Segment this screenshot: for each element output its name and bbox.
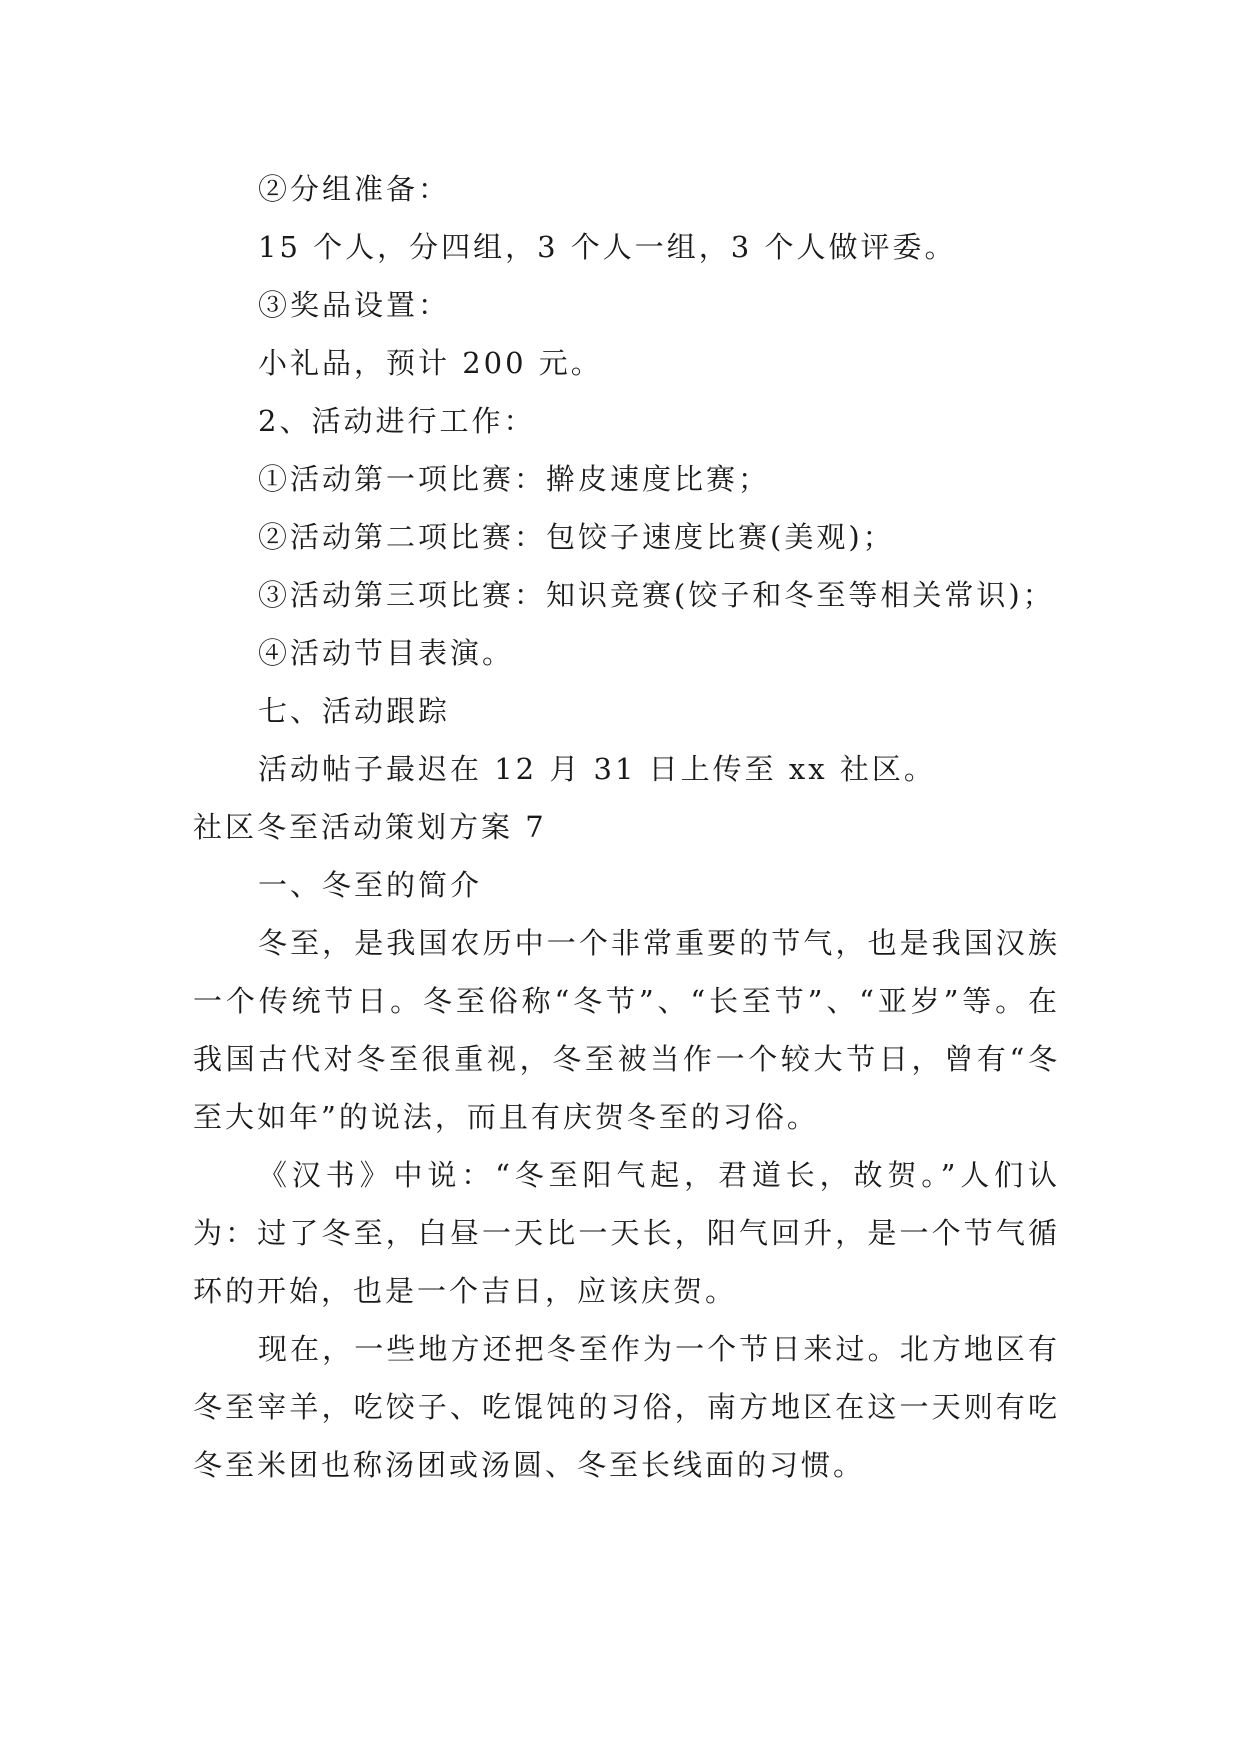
text-line: ②活动第二项比赛：包饺子速度比赛(美观)；: [258, 520, 895, 554]
text-line: ①活动第一项比赛：擀皮速度比赛；: [258, 462, 771, 496]
text-line: ②分组准备：: [258, 172, 451, 206]
text-paragraph: 现在，一些地方还把冬至作为一个节日来过。北方地区有冬至宰羊，吃饺子、吃馄饨的习俗，南方地区在这一天则有吃冬至米团也称汤团或汤圆、冬至长线面的习惯。: [193, 1332, 1060, 1482]
text-paragraph: 冬至，是我国农历中一个非常重要的节气，也是我国汉族一个传统节日。冬至俗称“冬节”、“长至节”、“亚岁”等。在我国古代对冬至很重视，冬至被当作一个较大节日，曾有“冬至大如年”的说法，而且有庆贺冬至的习俗。: [193, 926, 1060, 1134]
text-paragraph: 《汉书》中说：“冬至阳气起，君道长，故贺。”人们认为：过了冬至，白昼一天比一天长，阳气回升，是一个节气循环的开始，也是一个吉日，应该庆贺。: [193, 1158, 1060, 1308]
text-line: 15 个人，分四组，3 个人一组，3 个人做评委。: [258, 230, 957, 264]
text-line: ④活动节目表演。: [258, 636, 515, 670]
text-paragraph: ③活动第三项比赛：知识竞赛(饺子和冬至等相关常识)；: [258, 578, 1055, 612]
document-body: [193, 160, 1060, 1494]
text-line: 2、活动进行工作：: [258, 404, 536, 438]
text-line: ③奖品设置：: [258, 288, 451, 322]
text-line: 七、活动跟踪: [258, 694, 451, 728]
section-title: 社区冬至活动策划方案 7: [193, 810, 547, 844]
subheading: 一、冬至的简介: [258, 868, 483, 902]
text-line: 活动帖子最迟在 12 月 31 日上传至 xx 社区。: [258, 752, 936, 786]
text-line: 小礼品，预计 200 元。: [258, 346, 603, 380]
